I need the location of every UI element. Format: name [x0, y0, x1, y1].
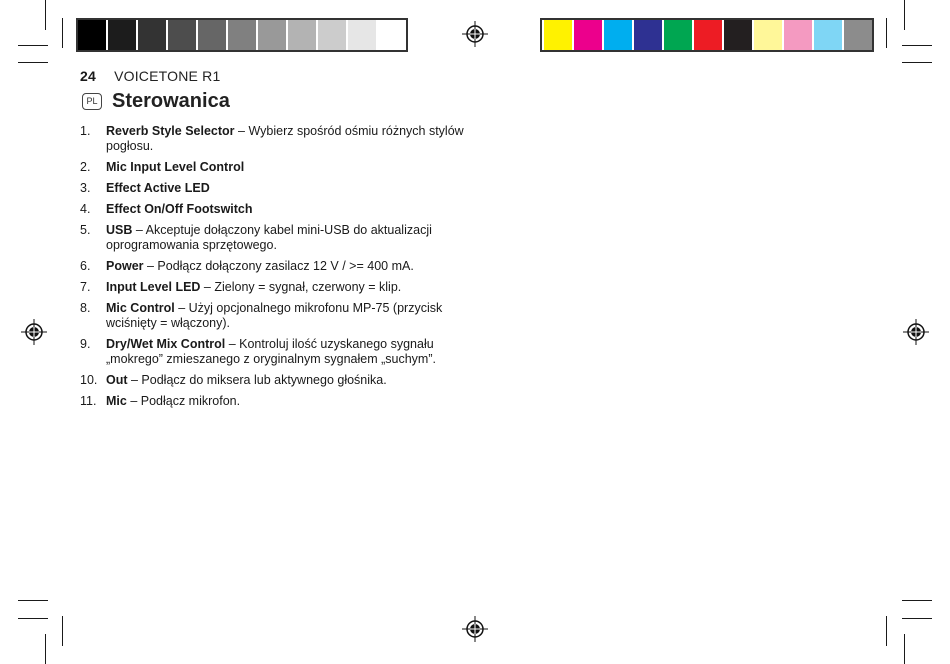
language-badge: PL — [82, 93, 102, 110]
registration-mark-icon — [903, 319, 929, 345]
list-item — [80, 373, 480, 388]
item-body — [106, 181, 480, 196]
crop-mark — [45, 634, 46, 664]
gray-swatch — [166, 20, 196, 50]
list-item — [80, 202, 480, 217]
list-item — [80, 337, 480, 367]
running-header — [80, 68, 220, 84]
item-body — [106, 160, 480, 175]
item-body — [106, 394, 480, 409]
color-calibration-bar — [540, 18, 874, 52]
item-description: – Użyj opcjonalnego mikrofonu MP-75 (przycisk wciśnięty = włączony). — [106, 301, 443, 330]
item-label: Mic Control — [106, 301, 175, 315]
item-number: 8. — [80, 301, 91, 315]
item-description: – Podłącz mikrofon. — [126, 394, 241, 408]
item-label: Reverb Style Selector — [106, 124, 235, 138]
crop-mark — [902, 62, 932, 63]
crop-mark — [18, 62, 48, 63]
crop-mark — [62, 18, 63, 48]
registration-mark-icon — [462, 21, 488, 47]
gray-swatch — [78, 20, 106, 50]
item-label: Input Level LED — [106, 280, 201, 294]
item-body — [106, 259, 480, 274]
gray-swatch — [196, 20, 226, 50]
page-number: 24 — [80, 68, 96, 84]
grayscale-calibration-bar — [76, 18, 408, 52]
registration-mark-icon — [462, 616, 488, 642]
list-item — [80, 160, 480, 175]
crop-mark — [18, 600, 48, 601]
color-swatch — [662, 20, 692, 50]
gray-swatch — [226, 20, 256, 50]
color-swatch — [572, 20, 602, 50]
item-number: 3. — [80, 181, 91, 195]
list-item — [80, 394, 480, 409]
item-number: 2. — [80, 160, 91, 174]
item-body — [106, 280, 480, 295]
item-number: 7. — [80, 280, 91, 294]
crop-mark — [904, 0, 905, 30]
gray-swatch — [256, 20, 286, 50]
gray-swatch — [346, 20, 376, 50]
item-number: 11. — [80, 394, 97, 408]
item-description: – Wybierz spośród ośmiu różnych stylów pogłosu. — [106, 124, 464, 153]
item-description: – Podłącz dołączony zasilacz 12 V / >= 400 mA. — [143, 259, 414, 273]
item-body — [106, 223, 480, 253]
item-label: Mic Input Level Control — [106, 160, 245, 174]
gray-swatch — [106, 20, 136, 50]
item-label: Effect Active LED — [106, 181, 210, 195]
list-item — [80, 124, 480, 154]
product-title: VOICETONE R1 — [114, 68, 221, 84]
list-item — [80, 181, 480, 196]
crop-mark — [886, 616, 887, 646]
item-description: – Akceptuje dołączony kabel mini-USB do aktualizacji oprogramowania sprzętowego. — [106, 223, 432, 252]
item-label: USB — [106, 223, 133, 237]
gray-swatch — [376, 20, 406, 50]
color-swatch — [692, 20, 722, 50]
item-number: 1. — [80, 124, 91, 138]
crop-mark — [902, 618, 932, 619]
crop-mark — [45, 0, 46, 30]
gray-swatch — [286, 20, 316, 50]
crop-mark — [886, 18, 887, 48]
item-description: – Zielony = sygnał, czerwony = klip. — [200, 280, 402, 294]
list-item — [80, 280, 480, 295]
item-label: Power — [106, 259, 144, 273]
item-body — [106, 202, 480, 217]
crop-mark — [62, 616, 63, 646]
controls-list — [80, 124, 480, 415]
item-label: Dry/Wet Mix Control — [106, 337, 226, 351]
item-label: Mic — [106, 394, 127, 408]
crop-mark — [902, 600, 932, 601]
item-number: 10. — [80, 373, 98, 387]
registration-mark-icon — [21, 319, 47, 345]
item-number: 9. — [80, 337, 91, 351]
color-swatch — [782, 20, 812, 50]
crop-mark — [904, 634, 905, 664]
list-item — [80, 301, 480, 331]
crop-mark — [18, 45, 48, 46]
item-body — [106, 301, 480, 331]
gray-swatch — [316, 20, 346, 50]
list-item — [80, 223, 480, 253]
gray-swatch — [136, 20, 166, 50]
item-description: – Kontroluj ilość uzyskanego sygnału „mokrego” zmieszanego z oryginalnym sygnałem „suchym”. — [106, 337, 436, 366]
item-label: Effect On/Off Footswitch — [106, 202, 253, 216]
crop-mark — [18, 618, 48, 619]
item-number: 5. — [80, 223, 91, 237]
section-title: Sterowanica — [112, 90, 230, 112]
color-swatch — [542, 20, 572, 50]
color-swatch — [602, 20, 632, 50]
color-swatch — [752, 20, 782, 50]
color-swatch — [632, 20, 662, 50]
item-label: Out — [106, 373, 128, 387]
item-description: – Podłącz do miksera lub aktywnego głośnika. — [127, 373, 387, 387]
color-swatch — [722, 20, 752, 50]
item-body — [106, 373, 480, 388]
color-swatch — [812, 20, 842, 50]
item-body — [106, 124, 480, 154]
item-number: 4. — [80, 202, 91, 216]
crop-mark — [902, 45, 932, 46]
item-number: 6. — [80, 259, 91, 273]
color-swatch — [842, 20, 872, 50]
list-item — [80, 259, 480, 274]
item-body — [106, 337, 480, 367]
